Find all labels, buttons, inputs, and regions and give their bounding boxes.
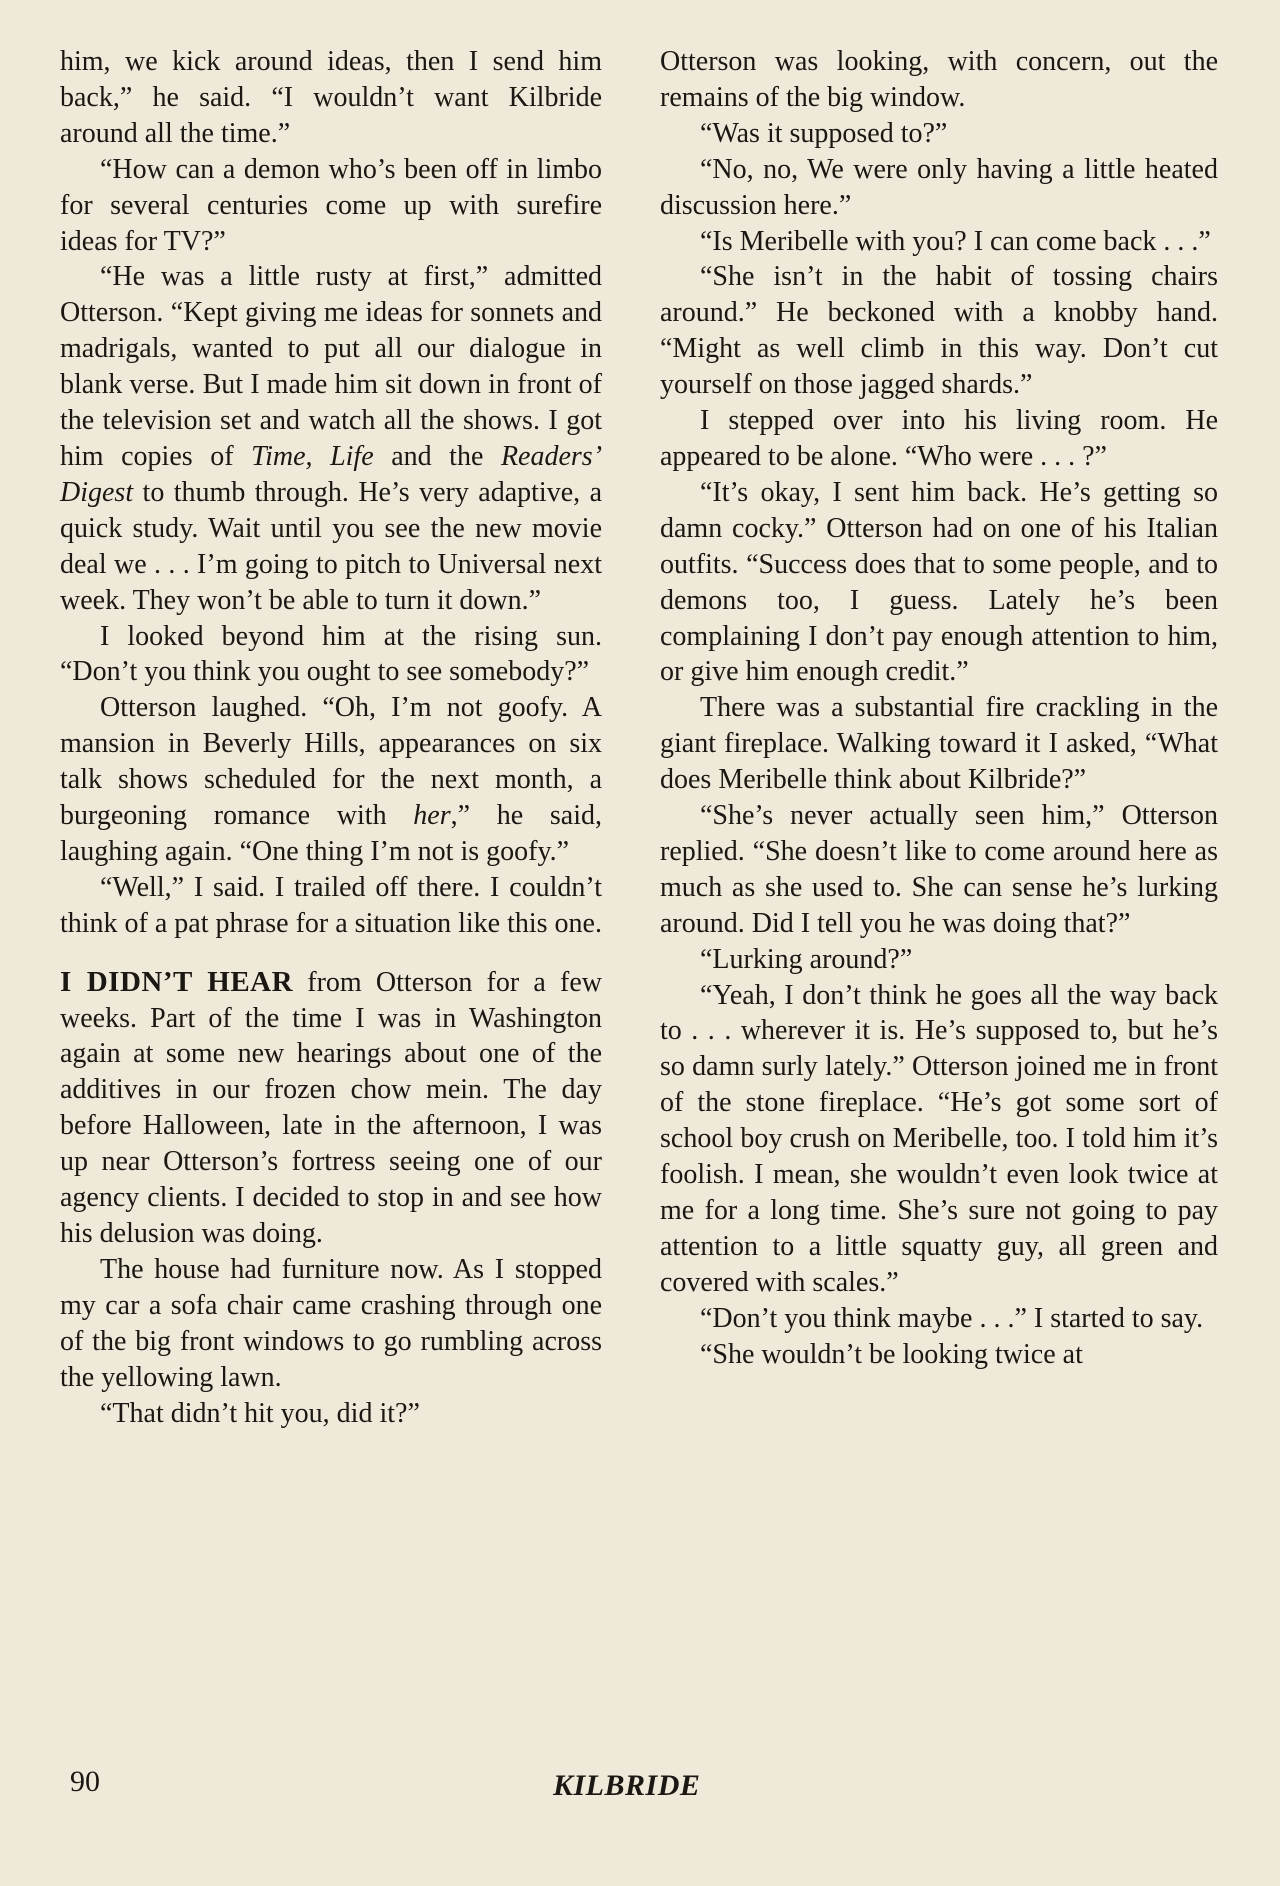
paragraph: The house had furniture now. As I stopped my car a sofa chair came crashing through one of the big front windows to go rumbling across the yellowing lawn. [60,1253,602,1393]
paragraph: him, we kick around ideas, then I send him back,” he said. “I wouldn’t want Kilbride around all the time.” [60,46,602,149]
paragraph: “That didn’t hit you, did it?” [100,1397,420,1429]
running-title: KILBRIDE [553,1769,701,1802]
text-run: and the [373,440,501,472]
paragraph: “Yeah, I don’t think he goes all the way back to . . . wherever it is. He’s supposed to, but he’s so damn surly lately.” Otterson joined me in front of the stone fireplace. “He’s got some sort of school boy crush on Meribelle, too. I told him it’s foolish. I mean, she wouldn’t even look twice at me for a long time. She’s sure not going to pay attention to a little squatty guy, all green and covered with scales.” [660,979,1218,1298]
section-lead-in: I DIDN’T HEAR [60,965,294,998]
paragraph: “Well,” I said. I trailed off there. I couldn’t think of a pat phrase for a situation like this one. [60,871,602,939]
paragraph: “Lurking around?” [700,943,913,975]
paragraph: “She wouldn’t be looking twice at [700,1338,1083,1370]
paragraph [60,259,602,618]
paragraph: “It’s okay, I sent him back. He’s getting so damn cocky.” Otterson had on one of his Italian outfits. “Success does that to some people, and to demons too, I guess. Lately he’s been complaining I don’t pay enough attention to him, or give him enough credit.” [660,476,1218,688]
paragraph: “No, no, We were only having a little heated discussion here.” [660,153,1218,221]
emphasis: her [413,800,451,832]
magazine-title: Time, Life [251,440,374,472]
paragraph: “Is Meribelle with you? I can come back . . .” [700,225,1211,257]
section-start-paragraph [60,965,602,1252]
text-run: ,” he said, laughing again. “One thing I’m not is goofy.” [60,800,602,867]
paragraph: I looked beyond him at the rising sun. “Don’t you think you ought to see somebody?” [60,620,602,688]
magazine-title: Readers’ Digest [60,440,603,508]
text-run: from Otterson for a few weeks. Part of the time I was in Washington again at some new hearings about one of the additives in our frozen chow mein. The day before Halloween, late in the afternoon, I was up near Otterson’s fortress seeing one of our agency clients. I decided to stop in and see how his delusion was doing. [60,966,602,1249]
paragraph: “Don’t you think maybe . . .” I started to say. [700,1302,1204,1334]
paragraph: Otterson was looking, with concern, out the remains of the big window. [660,46,1218,113]
right-column [660,44,1218,1373]
paragraph: There was a substantial fire crackling in the giant fireplace. Walking toward it I asked, “What does Meribelle think about Kilbride?” [660,692,1218,796]
paragraph: I stepped over into his living room. He appeared to be alone. “Who were . . . ?” [660,405,1218,472]
text-run: to thumb through. He’s very adaptive, a quick study. Wait until you see the new movie deal we . . . I’m going to pitch to Universal next week. They won’t be able to turn it down.” [60,476,602,616]
page-number: 90 [70,1765,100,1798]
paragraph: “She’s never actually seen him,” Otterson replied. “She doesn’t like to come around here as much as she used to. She can sense he’s lurking around. Did I tell you he was doing that?” [660,800,1218,939]
text-run: Otterson laughed. “Oh, I’m not goofy. A mansion in Beverly Hills, appearances on six talk shows scheduled for the next month, a burgeoning romance with [60,692,602,832]
text-run: “He was a little rusty at first,” admitted Otterson. “Kept giving me ideas for sonnets and madrigals, wanted to put all our dialogue in blank verse. But I made him sit down in front of the television set and watch all the shows. I got him copies of [60,261,602,472]
paragraph [60,690,602,870]
paragraph: “How can a demon who’s been off in limbo for several centuries come up with surefire ideas for TV?” [60,153,602,257]
paragraph: “She isn’t in the habit of tossing chairs around.” He beckoned with a knobby hand. “Might as well climb in this way. Don’t cut yourself on those jagged shards.” [660,261,1218,401]
left-column [60,44,602,1431]
paragraph: “Was it supposed to?” [700,117,948,149]
